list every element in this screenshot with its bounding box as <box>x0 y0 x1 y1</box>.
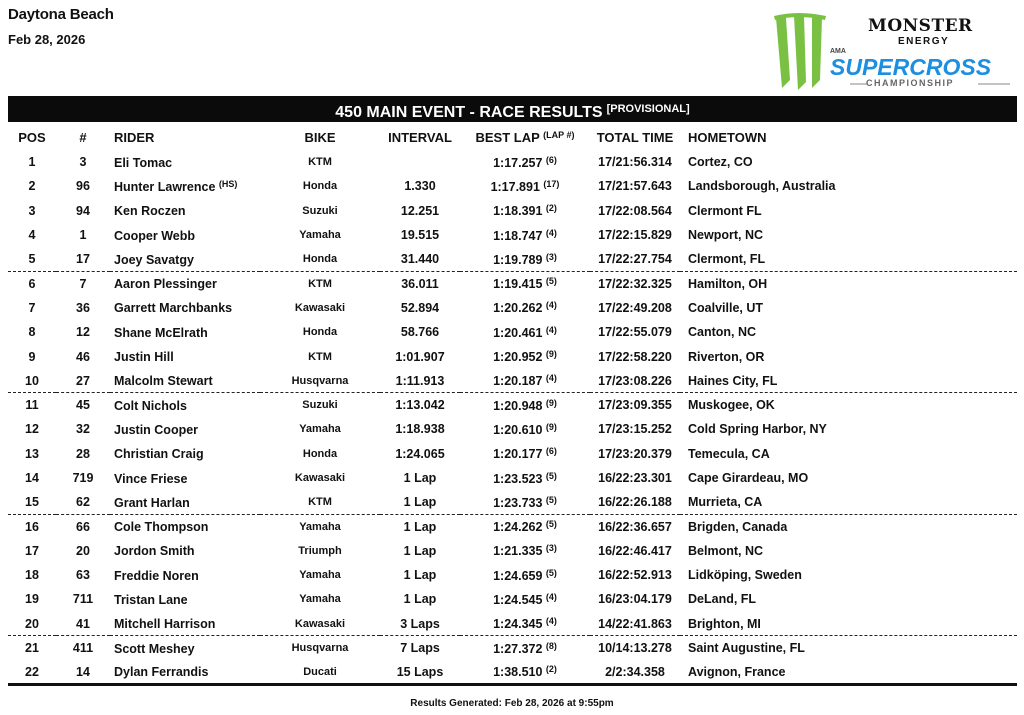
cell-pos: 20 <box>8 612 56 636</box>
cell-pos: 12 <box>25 422 39 437</box>
cell-number: 63 <box>76 568 90 583</box>
cell-hometown: Hamilton, OH <box>688 276 768 291</box>
cell-pos: 16 <box>25 519 39 534</box>
cell-total-time: 16/23:04.179 <box>598 592 672 607</box>
cell-total-time: 17/21:57.643 <box>598 179 672 194</box>
col-pos: POS <box>18 129 46 145</box>
best-lap-time: 1:23.523 <box>493 471 543 486</box>
best-lap-time: 1:24.659 <box>493 568 543 583</box>
cell-best-lap <box>460 320 590 344</box>
cell-interval: 15 Laps <box>380 660 460 684</box>
cell-interval: 1 Lap <box>403 471 437 485</box>
results-table <box>8 124 1017 686</box>
cell-bike: Honda <box>302 326 338 339</box>
rider-name: Justin Hill <box>114 350 174 365</box>
cell-total-time: 2/2:34.358 <box>590 660 680 684</box>
rider-name: Colt Nichols <box>114 398 187 413</box>
cell-bike: KTM <box>260 490 380 514</box>
cell-rider <box>110 636 260 660</box>
cell-pos: 7 <box>28 300 36 315</box>
cell-interval: 1 Lap <box>403 543 437 558</box>
cell-rider <box>110 660 260 684</box>
cell-interval: 3 Laps <box>380 612 460 636</box>
best-lap-time: 1:20.461 <box>493 325 543 340</box>
col-best-lap <box>460 124 590 150</box>
cell-pos: 13 <box>25 446 39 461</box>
best-lap-number: (9) <box>545 421 557 432</box>
cell-number: 3 <box>79 155 87 170</box>
best-lap-number: (5) <box>545 470 557 481</box>
cell-number: 41 <box>56 612 110 636</box>
cell-total-time: 16/22:36.657 <box>598 519 672 534</box>
cell-hometown: DeLand, FL <box>688 592 757 607</box>
cell-number: 96 <box>76 179 90 194</box>
cell-pos: 1 <box>28 155 36 170</box>
rider-name: Shane McElrath <box>114 325 208 340</box>
best-lap-time: 1:17.891 <box>490 179 540 194</box>
cell-rider <box>110 271 260 295</box>
best-lap-time: 1:20.262 <box>493 301 543 316</box>
table-row <box>8 514 1017 538</box>
cell-total-time: 14/22:41.863 <box>590 612 680 636</box>
cell-pos: 3 <box>28 203 36 218</box>
best-lap-number: (2) <box>545 664 557 675</box>
rider-name: Aaron Plessinger <box>114 277 217 292</box>
table-row <box>8 369 1017 393</box>
cell-best-lap <box>460 417 590 441</box>
cell-rider <box>110 199 260 223</box>
best-lap-time: 1:24.262 <box>493 520 543 535</box>
cell-pos: 22 <box>8 660 56 684</box>
cell-bike: Honda <box>302 447 338 460</box>
cell-best-lap <box>460 296 590 320</box>
rider-note: (HS) <box>218 178 238 189</box>
cell-total-time: 17/22:55.079 <box>598 325 672 340</box>
cell-best-lap <box>460 247 590 271</box>
cell-rider <box>110 369 260 393</box>
cell-hometown: Cold Spring Harbor, NY <box>688 422 827 437</box>
cell-pos: 14 <box>25 471 39 485</box>
cell-total-time: 17/23:20.379 <box>598 446 672 461</box>
cell-number: 1 <box>79 228 87 243</box>
cell-hometown: Muskogee, OK <box>688 398 775 413</box>
cell-hometown: Saint Augustine, FL <box>688 641 805 656</box>
cell-bike: KTM <box>308 156 332 169</box>
cell-interval: 52.894 <box>400 300 440 315</box>
results-title-bar <box>8 96 1017 122</box>
rider-name: Malcolm Stewart <box>114 374 213 389</box>
cell-rider <box>110 539 260 563</box>
cell-interval: 1:13.042 <box>395 398 445 413</box>
cell-hometown: Landsborough, Australia <box>688 179 836 194</box>
rider-name: Dylan Ferrandis <box>114 665 209 680</box>
cell-bike: Kawasaki <box>294 472 346 484</box>
best-lap-time: 1:20.948 <box>493 398 543 413</box>
best-lap-number: (5) <box>545 519 557 530</box>
cell-best-lap <box>460 174 590 198</box>
cell-bike: Triumph <box>298 544 342 557</box>
cell-total-time: 16/22:46.417 <box>598 543 672 558</box>
cell-rider <box>110 393 260 417</box>
table-row <box>8 296 1017 320</box>
best-lap-time: 1:20.187 <box>493 374 543 389</box>
col-number: # <box>79 129 87 145</box>
cell-best-lap <box>460 490 590 514</box>
best-lap-time: 1:20.610 <box>493 422 543 437</box>
cell-best-lap <box>460 612 590 636</box>
cell-bike: Honda <box>260 247 380 271</box>
table-row <box>8 417 1017 441</box>
rider-name: Hunter Lawrence <box>114 179 216 194</box>
event-date: Feb 28, 2026 <box>8 32 86 47</box>
best-lap-time: 1:20.177 <box>493 447 543 462</box>
cell-total-time: 17/21:56.314 <box>598 155 672 170</box>
cell-rider <box>110 223 260 247</box>
table-row <box>8 247 1017 271</box>
cell-interval: 1 Lap <box>403 592 437 607</box>
cell-hometown: Riverton, OR <box>688 349 765 364</box>
cell-total-time: 17/22:32.325 <box>598 276 672 291</box>
cell-rider <box>110 417 260 441</box>
table-row <box>8 587 1017 611</box>
cell-interval: 1.330 <box>404 179 436 194</box>
cell-best-lap <box>460 466 590 490</box>
cell-total-time: 17/22:15.829 <box>598 228 672 243</box>
cell-total-time: 17/22:27.754 <box>590 247 680 271</box>
cell-number: 719 <box>72 471 94 485</box>
cell-rider <box>110 174 260 198</box>
table-row <box>8 660 1017 684</box>
cell-hometown: Brighton, MI <box>680 612 1017 636</box>
cell-bike: Honda <box>302 180 338 193</box>
cell-pos: 18 <box>25 568 39 583</box>
cell-number: 62 <box>56 490 110 514</box>
cell-total-time: 17/23:15.252 <box>598 422 672 437</box>
cell-interval: 1:11.913 <box>380 369 460 393</box>
best-lap-time: 1:19.789 <box>493 252 543 267</box>
cell-bike: Ducati <box>260 660 380 684</box>
cell-hometown: Clermont FL <box>688 203 762 218</box>
rider-name: Joey Savatgy <box>114 252 194 267</box>
best-lap-time: 1:18.391 <box>493 204 543 219</box>
best-lap-number: (6) <box>545 446 557 457</box>
best-lap-time: 1:19.415 <box>493 277 543 292</box>
best-lap-number: (2) <box>545 203 557 214</box>
cell-bike: Kawasaki <box>260 612 380 636</box>
col-best-lap-label: BEST LAP <box>475 129 540 145</box>
rider-name: Grant Harlan <box>114 495 190 510</box>
cell-interval: 1:18.938 <box>395 422 445 437</box>
cell-bike: Yamaha <box>299 593 341 606</box>
cell-rider <box>110 514 260 538</box>
cell-rider <box>110 247 260 271</box>
rider-name: Garrett Marchbanks <box>114 301 233 316</box>
cell-hometown: Murrieta, CA <box>680 490 1017 514</box>
best-lap-time: 1:24.545 <box>493 592 543 607</box>
cell-best-lap <box>460 369 590 393</box>
table-row <box>8 344 1017 368</box>
cell-hometown: Clermont, FL <box>680 247 1017 271</box>
cell-interval: 1 Lap <box>403 519 437 534</box>
best-lap-number: (9) <box>545 397 557 408</box>
best-lap-number: (4) <box>545 591 557 602</box>
best-lap-number: (4) <box>545 616 557 627</box>
cell-total-time: 17/22:08.564 <box>598 203 672 218</box>
col-rider: RIDER <box>114 129 155 145</box>
table-row <box>8 393 1017 417</box>
cell-bike: Kawasaki <box>294 301 346 314</box>
logo-series: SUPERCROSS <box>830 54 992 80</box>
cell-bike: Yamaha <box>299 229 341 242</box>
cell-number: 46 <box>76 349 90 364</box>
cell-rider <box>110 563 260 587</box>
cell-total-time: 17/23:09.355 <box>598 398 672 413</box>
cell-pos: 19 <box>25 592 39 607</box>
col-total-time: TOTAL TIME <box>596 129 674 145</box>
best-lap-number: (3) <box>545 543 557 554</box>
cell-best-lap <box>460 199 590 223</box>
best-lap-time: 1:17.257 <box>493 155 543 170</box>
cell-hometown: Avignon, France <box>680 660 1017 684</box>
table-row <box>8 490 1017 514</box>
logo-ama: AMA <box>830 48 846 55</box>
cell-pos: 15 <box>8 490 56 514</box>
cell-bike: Suzuki <box>302 399 338 412</box>
cell-number: 27 <box>56 369 110 393</box>
cell-total-time: 16/22:23.301 <box>598 471 672 485</box>
cell-pos: 4 <box>28 228 36 243</box>
best-lap-number: (9) <box>545 349 557 360</box>
cell-pos: 9 <box>28 349 36 364</box>
best-lap-number: (17) <box>543 178 560 189</box>
cell-best-lap <box>460 514 590 538</box>
best-lap-time: 1:38.510 <box>493 665 543 680</box>
cell-hometown: Lidköping, Sweden <box>688 568 802 583</box>
best-lap-number: (4) <box>545 227 557 238</box>
cell-rider <box>110 150 260 174</box>
cell-pos: 21 <box>25 641 39 656</box>
table-row <box>8 563 1017 587</box>
cell-hometown: Brigden, Canada <box>688 519 788 534</box>
cell-number: 36 <box>76 300 90 315</box>
cell-number: 94 <box>76 203 90 218</box>
table-row <box>8 223 1017 247</box>
best-lap-number: (5) <box>545 567 557 578</box>
rider-name: Mitchell Harrison <box>114 617 216 632</box>
cell-rider <box>110 612 260 636</box>
cell-best-lap <box>460 563 590 587</box>
cell-hometown: Cortez, CO <box>688 155 753 170</box>
venue-name: Daytona Beach <box>8 6 114 23</box>
cell-best-lap <box>460 150 590 174</box>
cell-number: 7 <box>79 276 87 291</box>
table-row <box>8 320 1017 344</box>
rider-name: Scott Meshey <box>114 641 195 656</box>
table-row <box>8 150 1017 174</box>
cell-hometown: Coalville, UT <box>688 300 764 315</box>
results-generated-footer: Results Generated: Feb 28, 2026 at 9:55pm <box>410 698 614 709</box>
cell-bike: Husqvarna <box>260 369 380 393</box>
table-row <box>8 174 1017 198</box>
cell-interval: 1:01.907 <box>395 349 445 364</box>
cell-rider <box>110 587 260 611</box>
cell-pos: 5 <box>8 247 56 271</box>
col-bike: BIKE <box>304 129 336 145</box>
best-lap-number: (5) <box>545 494 557 505</box>
best-lap-time: 1:27.372 <box>493 641 543 656</box>
best-lap-number: (5) <box>545 276 557 287</box>
best-lap-number: (8) <box>545 640 557 651</box>
cell-hometown: Haines City, FL <box>680 369 1017 393</box>
cell-best-lap <box>460 660 590 684</box>
results-title: 450 MAIN EVENT - RACE RESULTS <box>335 104 603 121</box>
cell-bike: KTM <box>308 277 332 290</box>
best-lap-number: (4) <box>545 324 557 335</box>
cell-best-lap <box>460 636 590 660</box>
cell-interval <box>380 150 460 174</box>
best-lap-number: (3) <box>545 251 557 262</box>
best-lap-time: 1:23.733 <box>493 495 543 510</box>
col-hometown: HOMETOWN <box>688 129 767 145</box>
logo-championship: CHAMPIONSHIP <box>866 78 955 88</box>
cell-best-lap <box>460 393 590 417</box>
cell-bike: Husqvarna <box>291 642 349 655</box>
cell-best-lap <box>460 587 590 611</box>
cell-rider <box>110 320 260 344</box>
best-lap-time: 1:21.335 <box>493 544 543 559</box>
rider-name: Cooper Webb <box>114 228 196 243</box>
cell-interval: 1:24.065 <box>395 446 445 461</box>
table-row <box>8 636 1017 660</box>
best-lap-time: 1:18.747 <box>493 228 543 243</box>
best-lap-number: (4) <box>545 373 557 384</box>
cell-number: 45 <box>76 398 90 413</box>
cell-total-time: 17/22:49.208 <box>598 300 672 315</box>
cell-total-time: 17/22:58.220 <box>598 349 672 364</box>
rider-name: Tristan Lane <box>114 592 188 607</box>
best-lap-time: 1:20.952 <box>493 350 543 365</box>
cell-bike: Yamaha <box>299 569 341 582</box>
cell-hometown: Belmont, NC <box>688 543 763 558</box>
cell-interval: 36.011 <box>401 276 439 291</box>
best-lap-number: (6) <box>545 154 557 165</box>
cell-pos: 11 <box>25 398 39 413</box>
cell-number: 20 <box>76 543 90 558</box>
cell-rider <box>110 344 260 368</box>
cell-total-time: 16/22:26.188 <box>590 490 680 514</box>
cell-total-time: 16/22:52.913 <box>598 568 672 583</box>
cell-pos: 2 <box>28 179 36 194</box>
table-row <box>8 442 1017 466</box>
cell-bike: Yamaha <box>299 520 341 533</box>
cell-pos: 17 <box>25 543 39 558</box>
cell-interval: 58.766 <box>400 325 440 340</box>
cell-rider <box>110 490 260 514</box>
rider-name: Justin Cooper <box>114 422 199 437</box>
cell-hometown: Newport, NC <box>688 228 763 243</box>
cell-rider <box>110 466 260 490</box>
rider-name: Eli Tomac <box>114 155 173 170</box>
cell-best-lap <box>460 271 590 295</box>
cell-number: 14 <box>56 660 110 684</box>
table-row <box>8 466 1017 490</box>
cell-total-time: 17/23:08.226 <box>590 369 680 393</box>
cell-hometown: Canton, NC <box>688 325 757 340</box>
cell-hometown: Cape Girardeau, MO <box>688 471 809 485</box>
cell-rider <box>110 442 260 466</box>
rider-name: Freddie Noren <box>114 568 199 583</box>
table-header-row <box>8 124 1017 150</box>
cell-interval: 1 Lap <box>380 490 460 514</box>
cell-best-lap <box>460 223 590 247</box>
rider-name: Cole Thompson <box>114 520 209 535</box>
table-row <box>8 199 1017 223</box>
best-lap-number: (4) <box>545 300 557 311</box>
rider-name: Jordon Smith <box>114 544 195 559</box>
cell-number: 28 <box>76 446 90 461</box>
cell-interval: 7 Laps <box>400 641 440 656</box>
col-best-lap-sup: (LAP #) <box>543 129 575 140</box>
logo-brand: MONSTER <box>868 16 973 36</box>
table-row <box>8 612 1017 636</box>
cell-interval: 1 Lap <box>403 568 437 583</box>
cell-number: 32 <box>76 422 90 437</box>
cell-number: 711 <box>72 592 94 607</box>
cell-best-lap <box>460 442 590 466</box>
cell-number: 17 <box>56 247 110 271</box>
rider-name: Christian Craig <box>114 447 204 462</box>
cell-rider <box>110 296 260 320</box>
logo-sub: ENERGY <box>898 36 950 47</box>
cell-pos: 10 <box>8 369 56 393</box>
cell-bike: KTM <box>308 350 332 363</box>
cell-best-lap <box>460 344 590 368</box>
cell-pos: 8 <box>28 325 36 340</box>
cell-number: 411 <box>72 641 94 656</box>
provisional-badge: [PROVISIONAL] <box>606 103 690 115</box>
col-interval: INTERVAL <box>388 129 452 145</box>
rider-name: Vince Friese <box>114 471 188 486</box>
cell-pos: 6 <box>28 276 36 291</box>
best-lap-time: 1:24.345 <box>493 617 543 632</box>
cell-bike: Yamaha <box>299 423 341 436</box>
cell-bike: Suzuki <box>302 204 338 217</box>
rider-name: Ken Roczen <box>114 204 186 219</box>
monster-energy-supercross-logo <box>770 10 1020 92</box>
cell-interval: 19.515 <box>400 228 440 243</box>
cell-number: 12 <box>76 325 90 340</box>
cell-best-lap <box>460 539 590 563</box>
table-row <box>8 271 1017 295</box>
cell-hometown: Temecula, CA <box>688 446 770 461</box>
cell-number: 66 <box>76 519 90 534</box>
cell-interval: 31.440 <box>380 247 460 271</box>
table-row <box>8 539 1017 563</box>
cell-total-time: 10/14:13.278 <box>598 641 672 656</box>
cell-interval: 12.251 <box>400 203 440 218</box>
